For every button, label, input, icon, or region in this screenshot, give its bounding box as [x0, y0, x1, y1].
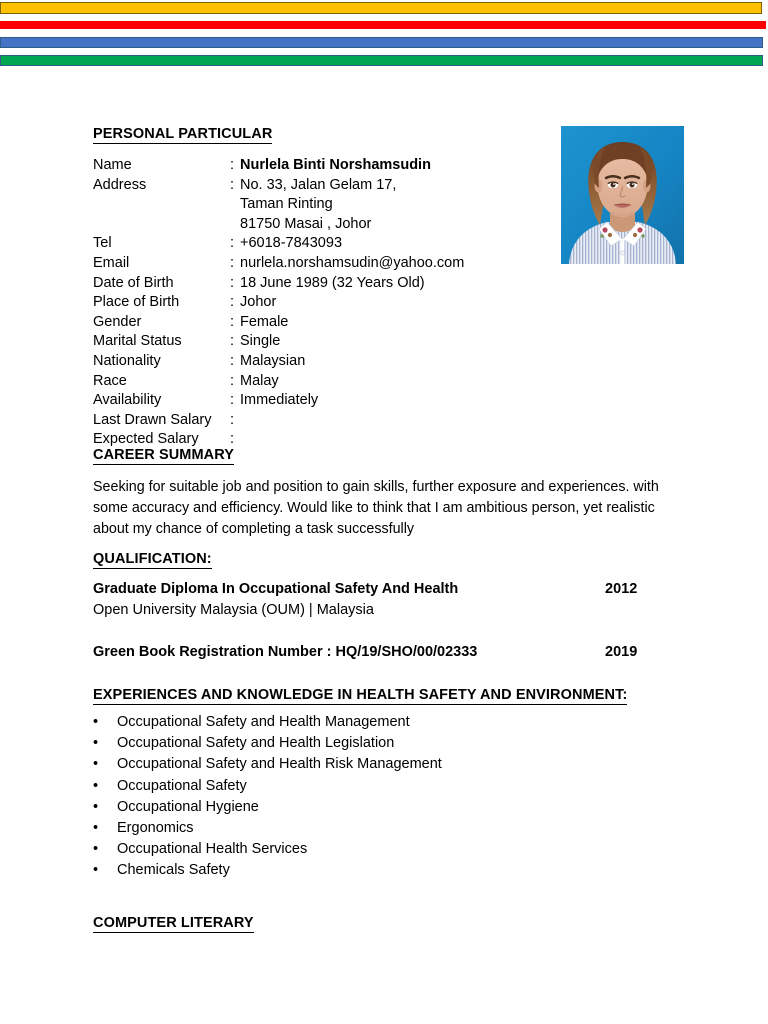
list-item: [93, 862, 653, 883]
table-row: [93, 411, 553, 431]
row-colon: :: [230, 176, 235, 193]
list-item: [93, 778, 653, 799]
list-item-label: Chemicals Safety: [117, 862, 230, 879]
table-row: [93, 372, 553, 392]
bullet-icon: •: [93, 756, 99, 773]
row-colon: :: [230, 157, 235, 173]
row-colon: :: [230, 294, 235, 311]
bullet-icon: •: [93, 777, 99, 794]
row-label: Expected Salary: [93, 431, 199, 448]
row-value: Single: [240, 333, 281, 350]
list-item: [93, 799, 653, 820]
table-row: [93, 254, 553, 274]
row-value: Immediately: [240, 392, 319, 409]
experiences-heading-text: EXPERIENCES AND KNOWLEDGE IN HEALTH SAFETY AND ENVIRONMENT:: [93, 687, 628, 703]
qualification-institution: Open University Malaysia (OUM) | Malaysia: [93, 602, 374, 618]
qualification-entry: [93, 644, 653, 665]
row-value: +6018-7843093: [240, 235, 343, 252]
row-value: nurlela.norshamsudin@yahoo.com: [240, 254, 465, 271]
row-label: Address: [93, 176, 147, 193]
list-item: [93, 714, 653, 735]
row-label: Race: [93, 372, 127, 389]
career-summary-heading-text: CAREER SUMMARY: [93, 447, 235, 463]
row-colon: :: [230, 254, 235, 271]
row-colon: :: [230, 392, 235, 409]
table-row: [93, 274, 553, 294]
bullet-icon: •: [93, 819, 99, 836]
table-row: [93, 156, 553, 176]
table-row: [93, 352, 553, 372]
row-label: Marital Status: [93, 333, 182, 350]
experiences-heading: [93, 687, 627, 703]
bullet-icon: •: [93, 798, 99, 815]
list-item: [93, 841, 653, 862]
bullet-icon: •: [93, 735, 99, 752]
list-item: [93, 756, 653, 777]
list-item-label: Occupational Safety and Health Management: [117, 714, 410, 730]
row-colon: :: [230, 235, 235, 252]
personal-particular-heading: [93, 126, 272, 142]
list-item-label: Occupational Safety and Health Legislation: [117, 735, 395, 752]
qualification-title-row: [93, 644, 653, 665]
list-item-label: Occupational Hygiene: [117, 798, 259, 815]
personal-particular-table: [93, 156, 553, 450]
qualification-title: Graduate Diploma In Occupational Safety And Health: [93, 581, 459, 597]
row-label: Date of Birth: [93, 274, 174, 291]
table-row: [93, 332, 553, 352]
row-label: Place of Birth: [93, 294, 180, 311]
row-value: Nurlela Binti Norshamsudin: [240, 157, 431, 173]
list-item-label: Occupational Safety: [117, 777, 247, 794]
table-row: [93, 176, 553, 196]
bullet-icon: •: [93, 841, 99, 858]
row-value: Malay: [240, 372, 279, 389]
row-colon: :: [230, 431, 235, 448]
applicant-photo: [561, 126, 684, 264]
experience-bullet-list: [93, 714, 653, 884]
bullet-icon: •: [93, 862, 99, 879]
row-label: Last Drawn Salary: [93, 411, 212, 428]
list-item-label: Occupational Safety and Health Risk Management: [117, 756, 442, 773]
qualification-heading: [93, 551, 212, 567]
career-summary-text: Seeking for suitable job and position to gain skills, further exposure and experiences. with some accuracy and efficiency. Would like to think that I am ambitious person, yet realistic about my chance of completing a task successfully: [93, 479, 659, 537]
qualification-year: 2019: [605, 644, 638, 660]
table-row: [93, 313, 553, 333]
row-colon: :: [230, 274, 235, 291]
row-value: Johor: [240, 294, 277, 311]
row-value-continuation: 81750 Masai , Johor: [240, 215, 372, 232]
row-colon: :: [230, 352, 235, 369]
list-item: [93, 820, 653, 841]
row-label: Availability: [93, 392, 162, 409]
list-item-label: Ergonomics: [117, 819, 194, 836]
list-item: [93, 735, 653, 756]
row-colon: :: [230, 411, 235, 428]
row-colon: :: [230, 313, 235, 330]
personal-particular-heading-text: PERSONAL PARTICULAR: [93, 126, 273, 142]
row-colon: :: [230, 372, 235, 389]
row-label: Gender: [93, 313, 142, 330]
table-row: [93, 234, 553, 254]
row-label: Email: [93, 254, 130, 271]
row-value-continuation: Taman Rinting: [240, 196, 333, 213]
career-summary-heading: [93, 447, 234, 463]
row-value: Malaysian: [240, 352, 306, 369]
row-value: Female: [240, 313, 289, 330]
qualification-heading-text: QUALIFICATION:: [93, 551, 212, 567]
computer-literary-heading-text: COMPUTER LITERARY: [93, 915, 254, 931]
table-row: [93, 391, 553, 411]
table-row: [93, 293, 553, 313]
qualification-year: 2012: [605, 581, 638, 597]
row-label: Nationality: [93, 352, 161, 369]
bullet-icon: •: [93, 714, 99, 730]
row-value: 18 June 1989 (32 Years Old): [240, 274, 425, 291]
row-colon: :: [230, 333, 235, 350]
qualification-title: Green Book Registration Number : HQ/19/SHO/00/02333: [93, 644, 478, 660]
row-label: Name: [93, 157, 132, 173]
list-item-label: Occupational Health Services: [117, 841, 308, 858]
computer-literary-heading: [93, 915, 254, 931]
qualification-entry: [93, 581, 653, 623]
row-label: Tel: [93, 235, 112, 252]
qualification-title-row: [93, 581, 653, 602]
row-value: No. 33, Jalan Gelam 17,: [240, 176, 397, 193]
